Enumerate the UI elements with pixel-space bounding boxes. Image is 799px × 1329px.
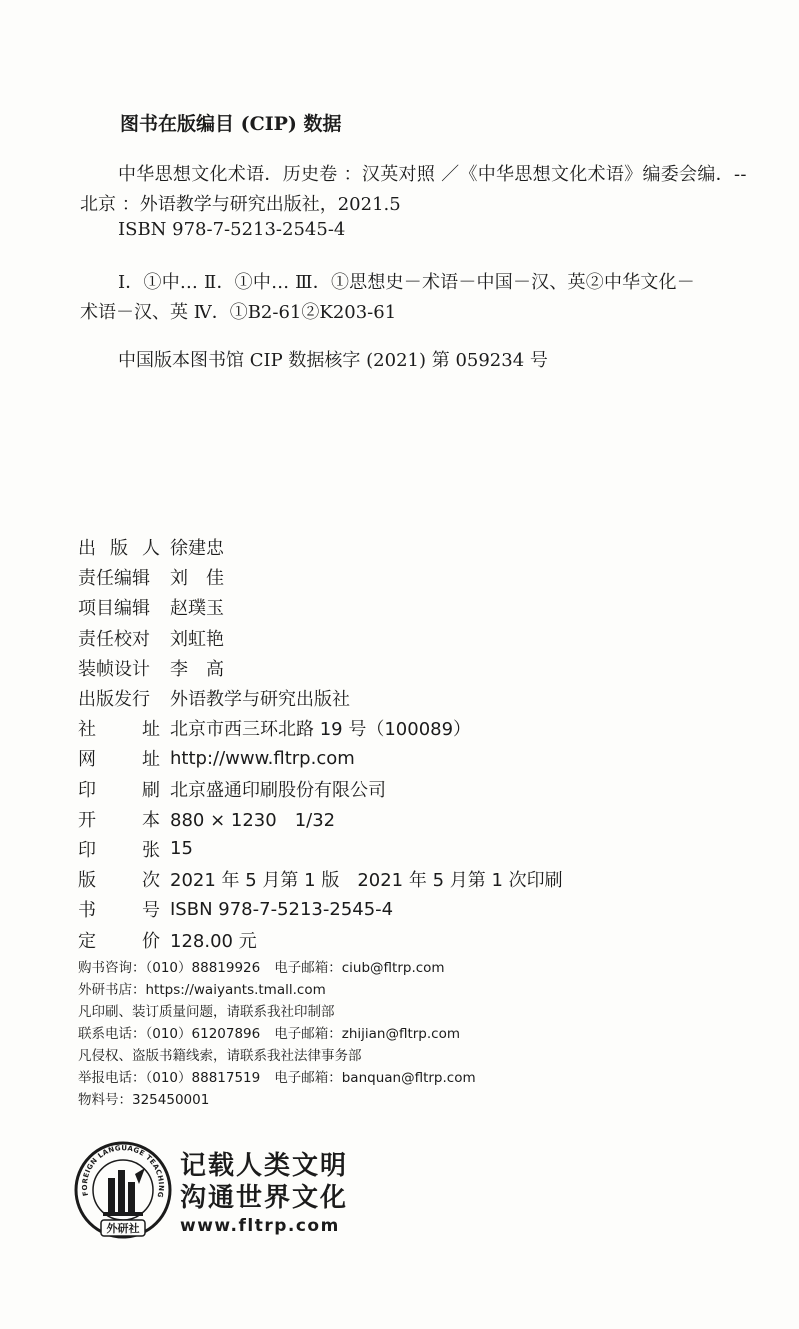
contact-text: 凡印刷、装订质量问题，请联系我社印制部: [78, 1004, 335, 1020]
info-label: [78, 866, 160, 892]
info-value: 15: [170, 838, 193, 860]
info-label: [78, 806, 160, 832]
info-row: [78, 774, 563, 804]
info-label: [78, 625, 160, 651]
info-label: [78, 927, 160, 953]
contact-email: 电子邮箱：zhijian@fltrp.com: [274, 1026, 460, 1042]
info-row: [78, 562, 563, 592]
info-label-part: 本: [142, 809, 160, 831]
info-label-part: 出: [78, 538, 96, 560]
info-row: [78, 592, 563, 622]
info-row: [78, 864, 563, 894]
contact-row: [78, 999, 476, 1021]
slogan-line-1: 记载人类文明: [180, 1151, 349, 1181]
info-value: 赵璞玉: [170, 598, 224, 620]
info-value: 徐建忠: [170, 538, 224, 560]
fltrp-logo: [73, 1140, 173, 1240]
info-label-part: 人: [142, 538, 160, 560]
slogan-line-2: 沟通世界文化: [180, 1183, 349, 1213]
info-label: [78, 836, 160, 862]
logo-name: 外研社: [106, 1222, 140, 1235]
info-value: 刘 佳: [170, 568, 224, 590]
info-label-part: 印: [78, 839, 96, 861]
info-label-part: 社: [78, 719, 96, 741]
info-row: [78, 532, 563, 562]
contact-info: [78, 955, 476, 1109]
contact-email: 电子邮箱：banquan@fltrp.com: [274, 1070, 476, 1086]
info-label-part: 张: [142, 839, 160, 861]
slogan-url: www.fltrp.com: [180, 1216, 340, 1236]
info-label: [78, 715, 160, 741]
contact-text: 举报电话：（010）88817519: [78, 1070, 261, 1086]
info-row: [78, 894, 563, 924]
info-label-part: 书: [78, 900, 96, 922]
contact-row: [78, 977, 476, 999]
cip-line-title: 中华思想文化术语．历史卷 ：汉英对照 ／《中华思想文化术语》编委会编．--: [118, 164, 747, 185]
info-value: 128.00 元: [170, 930, 257, 952]
info-label-part: 址: [142, 749, 160, 771]
logo-ring-text: FOREIGN LANGUAGE TEACHING: [80, 1144, 166, 1199]
info-row: [78, 743, 563, 773]
info-value: 880 × 1230 1/32: [170, 809, 336, 831]
info-row: [78, 683, 563, 713]
info-value: 北京盛通印刷股份有限公司: [170, 779, 386, 801]
contact-text: 联系电话：（010）61207896: [78, 1026, 261, 1042]
contact-row: [78, 1043, 476, 1065]
info-label-part: 价: [142, 930, 160, 952]
info-label-part: 版: [110, 538, 128, 560]
info-label: [78, 745, 160, 771]
info-label: [78, 594, 160, 620]
contact-row: [78, 1021, 476, 1043]
info-label: [78, 534, 160, 560]
contact-text: 外研书店：https://waiyants.tmall.com: [78, 982, 326, 998]
info-label-part: 出版发行: [78, 689, 150, 711]
info-row: [78, 834, 563, 864]
info-value: http://www.fltrp.com: [170, 747, 355, 769]
info-row: [78, 653, 563, 683]
publication-info: [78, 532, 563, 955]
info-value: 北京市西三环北路 19 号（100089）: [170, 719, 472, 741]
info-row: [78, 924, 563, 954]
info-label: [78, 655, 160, 681]
contact-text: 购书咨询：（010）88819926: [78, 960, 261, 976]
info-label-part: 装帧设计: [78, 658, 150, 680]
info-label-part: 责任校对: [78, 628, 150, 650]
contact-row: [78, 1065, 476, 1087]
info-row: [78, 804, 563, 834]
cip-line-publisher: 北京 ：外语教学与研究出版社，2021.5: [80, 194, 401, 215]
contact-text: 物料号：325450001: [78, 1092, 210, 1108]
contact-row: [78, 955, 476, 977]
info-label-part: 责任编辑: [78, 568, 150, 590]
cip-title: 图书在版编目 (CIP) 数据: [120, 113, 342, 135]
info-value: 刘虹艳: [170, 628, 224, 650]
cip-line-classification-cont: 术语－汉、英 Ⅳ．①B2-61②K203-61: [80, 302, 397, 323]
cip-line-record-number: 中国版本图书馆 CIP 数据核字 (2021) 第 059234 号: [118, 350, 548, 371]
info-label-part: 次: [142, 870, 160, 892]
info-value: 李 高: [170, 658, 224, 680]
info-row: [78, 713, 563, 743]
info-label-part: 开: [78, 809, 96, 831]
info-value: 2021 年 5 月第 1 版 2021 年 5 月第 1 次印刷: [170, 870, 563, 892]
info-label-part: 网: [78, 749, 96, 771]
info-label-part: 址: [142, 719, 160, 741]
info-label: [78, 564, 160, 590]
info-value: 外语教学与研究出版社: [170, 689, 350, 711]
info-label-part: 定: [78, 930, 96, 952]
info-label: [78, 685, 160, 711]
cip-line-isbn: ISBN 978-7-5213-2545-4: [118, 219, 346, 240]
info-value: ISBN 978-7-5213-2545-4: [170, 898, 394, 920]
contact-row: [78, 1087, 476, 1109]
info-label-part: 刷: [142, 779, 160, 801]
info-label-part: 项目编辑: [78, 598, 150, 620]
slogan: [180, 1150, 348, 1236]
info-label: [78, 896, 160, 922]
contact-text: 凡侵权、盗版书籍线索，请联系我社法律事务部: [78, 1048, 362, 1064]
cip-line-classification: Ⅰ．①中… Ⅱ．①中… Ⅲ．①思想史－术语－中国－汉、英②中华文化－: [118, 272, 695, 293]
info-row: [78, 623, 563, 653]
info-label-part: 号: [142, 900, 160, 922]
contact-email: 电子邮箱：ciub@fltrp.com: [274, 960, 445, 976]
info-label-part: 印: [78, 779, 96, 801]
info-label-part: 版: [78, 870, 96, 892]
info-label: [78, 776, 160, 802]
